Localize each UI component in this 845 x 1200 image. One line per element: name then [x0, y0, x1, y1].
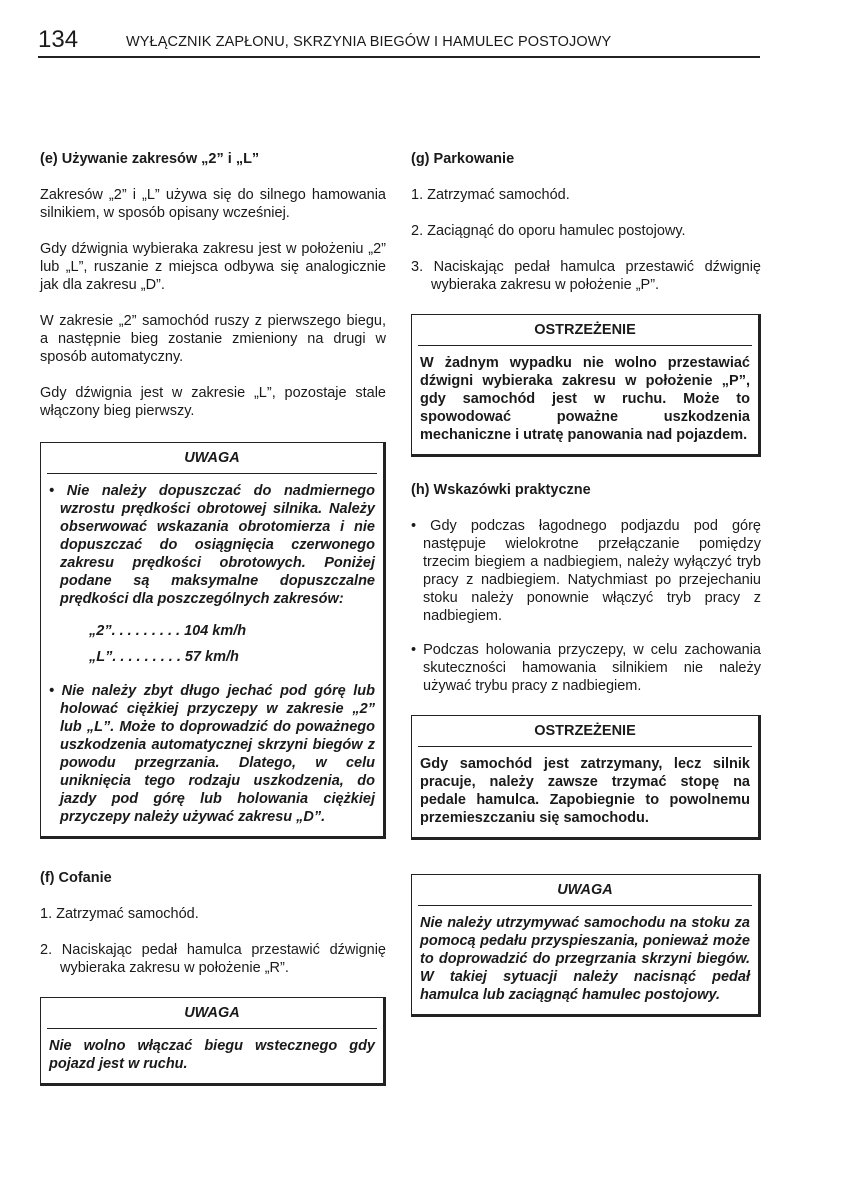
speed-limit-range-l: „L”. . . . . . . . . 57 km/h	[89, 649, 239, 665]
ostrzezenie-body	[412, 346, 758, 454]
ostrzezenie-title: OSTRZEŻENIE	[418, 716, 752, 747]
list-item: 1. Zatrzymać samochód.	[40, 906, 199, 922]
list-item: 2. Naciskając pedał hamulca przestawić dźwignię wybieraka zakresu w położenie „R”.	[40, 942, 386, 976]
section-h-heading: (h) Wskazówki praktyczne	[411, 482, 591, 498]
uwaga-bullet: • Nie należy dopuszczać do nadmiernego wzrostu prędkości obrotowej silnika. Należy obserwować wskazania obrotomierza i nie dopuszczać do osiągnięcia czerwonego zakresu prędkości obrotowych. Poniżej podane są maksymalne dopuszczalne prędkości dla poszczególnych zakresów:	[49, 483, 375, 607]
uwaga-text: Nie wolno włączać biegu wstecznego gdy pojazd jest w ruchu.	[49, 1038, 375, 1072]
section-e-paragraph: Zakresów „2” i „L” używa się do silnego hamowania silnikiem, w sposób opisany wcześniej.	[40, 187, 386, 221]
uwaga-title: UWAGA	[47, 443, 377, 474]
section-f-heading: (f) Cofanie	[40, 870, 112, 886]
section-e-paragraph: Gdy dźwignia jest w zakresie „L”, pozostaje stale włączony bieg pierwszy.	[40, 385, 386, 419]
uwaga-bullet: • Nie należy zbyt długo jechać pod górę lub holować ciężkiej przyczepy w zakresie „2” lub „L”. Może to doprowadzić do poważnego uszkodzenia automatycznej skrzyni biegów z powodu przegrzania. Dlatego, w celu uniknięcia tego rodzaju uszkodzenia, do jazdy pod górę lub holowania ciężkiej przyczepy należy używać zakresu „D”.	[49, 683, 375, 825]
page-header	[38, 26, 760, 58]
uwaga-box-speed-limits	[40, 442, 386, 839]
ostrzezenie-text: Gdy samochód jest zatrzymany, lecz silnik pracuje, należy zawsze trzymać stopę na pedale hamulca. Zapobiegnie to powolnemu przemieszczaniu się samochodu.	[420, 756, 750, 826]
ostrzezenie-body	[412, 747, 758, 837]
section-e-paragraph: W zakresie „2” samochód ruszy z pierwszego biegu, a następnie bieg zostanie zmieniony na drugi w sposób automatyczny.	[40, 313, 386, 365]
ostrzezenie-box-parking	[411, 314, 761, 457]
left-column	[40, 150, 386, 1104]
ostrzezenie-box-stopped	[411, 715, 761, 840]
page-title: WYŁĄCZNIK ZAPŁONU, SKRZYNIA BIEGÓW I HAMULEC POSTOJOWY	[126, 34, 612, 50]
uwaga-body	[41, 474, 383, 836]
uwaga-title: UWAGA	[418, 875, 752, 906]
uwaga-text: Nie należy utrzymywać samochodu na stoku za pomocą pedału przyspieszania, ponieważ może to doprowadzić do przegrzania skrzyni biegów. W takiej sytuacji należy nacisnąć pedał hamulca lub zaciągnąć hamulec postojowy.	[420, 915, 750, 1003]
ostrzezenie-title: OSTRZEŻENIE	[418, 315, 752, 346]
uwaga-box-slope	[411, 874, 761, 1017]
right-column	[411, 150, 761, 1035]
section-g-heading: (g) Parkowanie	[411, 151, 515, 167]
list-item: 1. Zatrzymać samochód.	[411, 187, 570, 203]
speed-limit-range-2: „2”. . . . . . . . . 104 km/h	[89, 623, 247, 639]
section-e-paragraph: Gdy dźwignia wybieraka zakresu jest w położeniu „2” lub „L”, ruszanie z miejsca odbywa się analogicznie jak dla zakresu „D”.	[40, 241, 386, 293]
section-e-heading: (e) Używanie zakresów „2” i „L”	[40, 151, 260, 167]
uwaga-body	[41, 1029, 383, 1083]
list-item: 2. Zaciągnąć do oporu hamulec postojowy.	[411, 223, 686, 239]
list-item: • Gdy podczas łagodnego podjazdu pod górę następuje wielokrotne przełączanie pomiędzy trzecim biegiem a nadbiegiem, należy wyłączyć tryb pracy z nadbiegiem. Natychmiast po przejechaniu stoku należy ponownie włączyć tryb pracy z nadbiegiem.	[411, 518, 761, 624]
uwaga-body	[412, 906, 758, 1014]
list-item: 3. Naciskając pedał hamulca przestawić dźwignię wybieraka zakresu w położenie „P”.	[411, 259, 761, 293]
list-item: • Podczas holowania przyczepy, w celu zachowania skuteczności hamowania silnikiem nie należy używać trybu pracy z nadbiegiem.	[411, 642, 761, 694]
uwaga-box-reverse	[40, 997, 386, 1086]
ostrzezenie-text: W żadnym wypadku nie wolno przestawiać dźwigni wybieraka zakresu w położenie „P”, gdy samochód jest w ruchu. Może to spowodować poważne uszkodzenia mechaniczne i utratę panowania nad pojazdem.	[420, 355, 750, 443]
uwaga-title: UWAGA	[47, 998, 377, 1029]
page-number: 134	[38, 26, 79, 53]
